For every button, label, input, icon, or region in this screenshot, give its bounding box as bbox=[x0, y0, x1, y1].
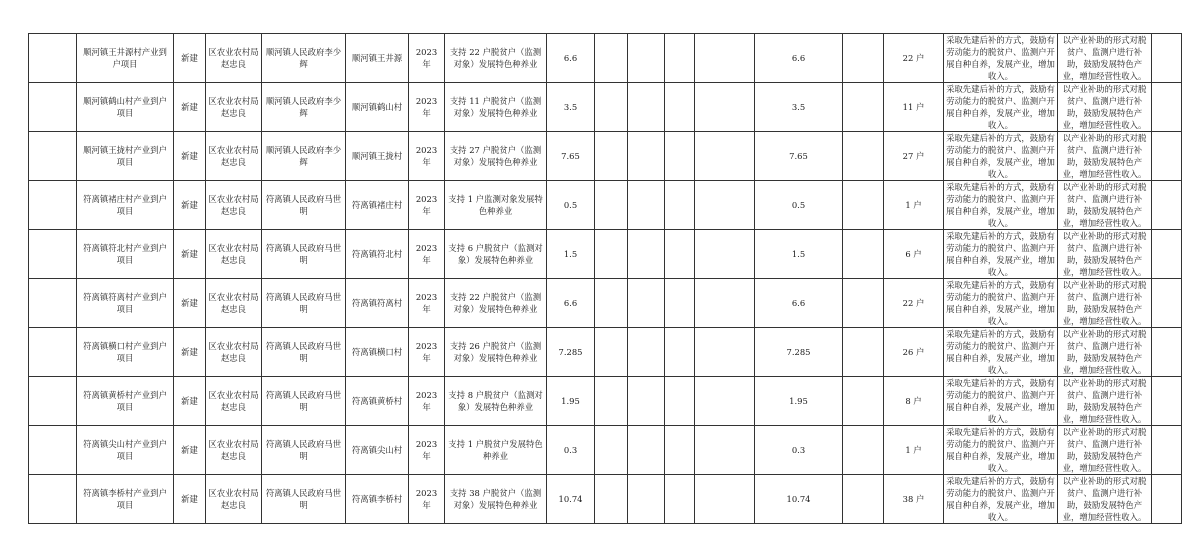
benefit-mechanism-cell: 以产业补助的形式对脱贫户、监测户进行补助，鼓励发展特色产业，增加经营性收入。 bbox=[1058, 132, 1152, 181]
blank-cell bbox=[843, 34, 884, 83]
blank-cell bbox=[843, 475, 884, 524]
village-cell: 符离镇横口村 bbox=[346, 328, 409, 377]
blank-cell bbox=[843, 181, 884, 230]
benefit-mechanism-cell: 以产业补助的形式对脱贫户、监测户进行补助，鼓励发展特色产业，增加经营性收入。 bbox=[1058, 181, 1152, 230]
blank-cell bbox=[595, 132, 628, 181]
blank-cell bbox=[1152, 475, 1182, 524]
fund-amount-cell: 1.95 bbox=[755, 377, 843, 426]
project-content-cell: 支持 22 户脱贫户（监测对象）发展特色种养业 bbox=[445, 279, 547, 328]
table-row bbox=[29, 181, 1182, 230]
implementing-government-cell: 符离镇人民政府马世明 bbox=[262, 377, 346, 426]
benefit-mechanism-cell: 以产业补助的形式对脱贫户、监测户进行补助，鼓励发展特色产业，增加经营性收入。 bbox=[1058, 328, 1152, 377]
project-content-cell: 支持 26 户脱贫户（监测对象）发展特色种养业 bbox=[445, 328, 547, 377]
village-cell: 顺河镇鹤山村 bbox=[346, 83, 409, 132]
year-cell: 2023 年 bbox=[409, 279, 445, 328]
benefiting-households-cell: 38 户 bbox=[884, 475, 944, 524]
implementing-government-cell: 符离镇人民政府马世明 bbox=[262, 230, 346, 279]
implementing-government-cell: 符离镇人民政府马世明 bbox=[262, 181, 346, 230]
blank-cell bbox=[665, 279, 695, 328]
construction-type-cell: 新建 bbox=[174, 34, 206, 83]
table-row bbox=[29, 34, 1182, 83]
project-name-cell: 顺河镇王井源村产业到户项目 bbox=[77, 34, 174, 83]
blank-cell bbox=[695, 279, 755, 328]
benefit-mechanism-cell: 以产业补助的形式对脱贫户、监测户进行补助，鼓励发展特色产业，增加经营性收入。 bbox=[1058, 34, 1152, 83]
blank-cell bbox=[595, 426, 628, 475]
table-row bbox=[29, 475, 1182, 524]
project-name-cell: 符离镇符离村产业到户项目 bbox=[77, 279, 174, 328]
project-content-cell: 支持 8 户脱贫户（监测对象）发展特色种养业 bbox=[445, 377, 547, 426]
responsible-department-cell: 区农业农村局赵忠良 bbox=[206, 475, 262, 524]
total-investment-cell: 7.65 bbox=[547, 132, 595, 181]
blank-cell bbox=[695, 132, 755, 181]
year-cell: 2023 年 bbox=[409, 475, 445, 524]
blank-cell bbox=[665, 426, 695, 475]
blank-cell bbox=[595, 377, 628, 426]
fund-amount-cell: 7.65 bbox=[755, 132, 843, 181]
village-cell: 符离镇符北村 bbox=[346, 230, 409, 279]
blank-cell bbox=[843, 132, 884, 181]
project-name-cell: 符离镇符北村产业到户项目 bbox=[77, 230, 174, 279]
responsible-department-cell: 区农业农村局赵忠良 bbox=[206, 426, 262, 475]
blank-cell bbox=[29, 377, 77, 426]
construction-type-cell: 新建 bbox=[174, 426, 206, 475]
implementation-mode-cell: 采取先建后补的方式，鼓励有劳动能力的脱贫户、监测户开展自种自养，发展产业，增加收入。 bbox=[944, 377, 1058, 426]
blank-cell bbox=[29, 230, 77, 279]
blank-cell bbox=[695, 377, 755, 426]
total-investment-cell: 0.5 bbox=[547, 181, 595, 230]
blank-cell bbox=[595, 230, 628, 279]
construction-type-cell: 新建 bbox=[174, 230, 206, 279]
implementation-mode-cell: 采取先建后补的方式，鼓励有劳动能力的脱贫户、监测户开展自种自养，发展产业，增加收入。 bbox=[944, 132, 1058, 181]
blank-cell bbox=[628, 328, 665, 377]
implementing-government-cell: 符离镇人民政府马世明 bbox=[262, 426, 346, 475]
blank-cell bbox=[843, 83, 884, 132]
village-cell: 符离镇褚庄村 bbox=[346, 181, 409, 230]
total-investment-cell: 6.6 bbox=[547, 34, 595, 83]
table-row bbox=[29, 132, 1182, 181]
implementing-government-cell: 顺河镇人民政府李少辉 bbox=[262, 83, 346, 132]
fund-amount-cell: 10.74 bbox=[755, 475, 843, 524]
responsible-department-cell: 区农业农村局赵忠良 bbox=[206, 181, 262, 230]
blank-cell bbox=[29, 328, 77, 377]
total-investment-cell: 10.74 bbox=[547, 475, 595, 524]
construction-type-cell: 新建 bbox=[174, 279, 206, 328]
year-cell: 2023 年 bbox=[409, 181, 445, 230]
blank-cell bbox=[595, 83, 628, 132]
year-cell: 2023 年 bbox=[409, 83, 445, 132]
blank-cell bbox=[1152, 181, 1182, 230]
total-investment-cell: 0.3 bbox=[547, 426, 595, 475]
blank-cell bbox=[628, 377, 665, 426]
blank-cell bbox=[665, 475, 695, 524]
blank-cell bbox=[29, 34, 77, 83]
responsible-department-cell: 区农业农村局赵忠良 bbox=[206, 132, 262, 181]
blank-cell bbox=[628, 426, 665, 475]
project-content-cell: 支持 1 户脱贫户发展特色种养业 bbox=[445, 426, 547, 475]
blank-cell bbox=[1152, 279, 1182, 328]
blank-cell bbox=[695, 426, 755, 475]
blank-cell bbox=[1152, 426, 1182, 475]
table-row bbox=[29, 230, 1182, 279]
benefiting-households-cell: 27 户 bbox=[884, 132, 944, 181]
blank-cell bbox=[628, 181, 665, 230]
year-cell: 2023 年 bbox=[409, 377, 445, 426]
implementing-government-cell: 符离镇人民政府马世明 bbox=[262, 279, 346, 328]
year-cell: 2023 年 bbox=[409, 132, 445, 181]
blank-cell bbox=[1152, 83, 1182, 132]
total-investment-cell: 6.6 bbox=[547, 279, 595, 328]
benefiting-households-cell: 6 户 bbox=[884, 230, 944, 279]
blank-cell bbox=[665, 230, 695, 279]
village-cell: 符离镇符离村 bbox=[346, 279, 409, 328]
implementing-government-cell: 符离镇人民政府马世明 bbox=[262, 475, 346, 524]
blank-cell bbox=[843, 279, 884, 328]
blank-cell bbox=[843, 377, 884, 426]
benefit-mechanism-cell: 以产业补助的形式对脱贫户、监测户进行补助，鼓励发展特色产业，增加经营性收入。 bbox=[1058, 279, 1152, 328]
table-row bbox=[29, 328, 1182, 377]
total-investment-cell: 1.95 bbox=[547, 377, 595, 426]
blank-cell bbox=[29, 426, 77, 475]
blank-cell bbox=[1152, 377, 1182, 426]
benefiting-households-cell: 8 户 bbox=[884, 377, 944, 426]
year-cell: 2023 年 bbox=[409, 426, 445, 475]
implementing-government-cell: 顺河镇人民政府李少辉 bbox=[262, 132, 346, 181]
blank-cell bbox=[29, 475, 77, 524]
table-row bbox=[29, 377, 1182, 426]
blank-cell bbox=[1152, 230, 1182, 279]
benefiting-households-cell: 22 户 bbox=[884, 279, 944, 328]
responsible-department-cell: 区农业农村局赵忠良 bbox=[206, 83, 262, 132]
responsible-department-cell: 区农业农村局赵忠良 bbox=[206, 279, 262, 328]
implementation-mode-cell: 采取先建后补的方式，鼓励有劳动能力的脱贫户、监测户开展自种自养，发展产业，增加收入。 bbox=[944, 230, 1058, 279]
blank-cell bbox=[695, 181, 755, 230]
blank-cell bbox=[843, 328, 884, 377]
blank-cell bbox=[628, 230, 665, 279]
blank-cell bbox=[628, 34, 665, 83]
fund-amount-cell: 6.6 bbox=[755, 279, 843, 328]
blank-cell bbox=[628, 83, 665, 132]
blank-cell bbox=[665, 181, 695, 230]
total-investment-cell: 1.5 bbox=[547, 230, 595, 279]
village-cell: 符离镇黄桥村 bbox=[346, 377, 409, 426]
year-cell: 2023 年 bbox=[409, 230, 445, 279]
blank-cell bbox=[695, 230, 755, 279]
implementation-mode-cell: 采取先建后补的方式，鼓励有劳动能力的脱贫户、监测户开展自种自养，发展产业，增加收入。 bbox=[944, 83, 1058, 132]
blank-cell bbox=[595, 181, 628, 230]
year-cell: 2023 年 bbox=[409, 328, 445, 377]
benefit-mechanism-cell: 以产业补助的形式对脱贫户、监测户进行补助，鼓励发展特色产业，增加经营性收入。 bbox=[1058, 426, 1152, 475]
construction-type-cell: 新建 bbox=[174, 377, 206, 426]
project-content-cell: 支持 38 户脱贫户（监测对象）发展特色种养业 bbox=[445, 475, 547, 524]
blank-cell bbox=[29, 181, 77, 230]
benefit-mechanism-cell: 以产业补助的形式对脱贫户、监测户进行补助，鼓励发展特色产业，增加经营性收入。 bbox=[1058, 230, 1152, 279]
blank-cell bbox=[695, 34, 755, 83]
project-name-cell: 顺河镇鹤山村产业到户项目 bbox=[77, 83, 174, 132]
total-investment-cell: 3.5 bbox=[547, 83, 595, 132]
blank-cell bbox=[1152, 132, 1182, 181]
benefit-mechanism-cell: 以产业补助的形式对脱贫户、监测户进行补助，鼓励发展特色产业，增加经营性收入。 bbox=[1058, 83, 1152, 132]
project-content-cell: 支持 6 户脱贫户（监测对象）发展特色种养业 bbox=[445, 230, 547, 279]
project-name-cell: 符离镇横口村产业到户项目 bbox=[77, 328, 174, 377]
table-row bbox=[29, 279, 1182, 328]
table-row bbox=[29, 83, 1182, 132]
responsible-department-cell: 区农业农村局赵忠良 bbox=[206, 230, 262, 279]
village-cell: 顺河镇王拢村 bbox=[346, 132, 409, 181]
implementation-mode-cell: 采取先建后补的方式，鼓励有劳动能力的脱贫户、监测户开展自种自养，发展产业，增加收入。 bbox=[944, 328, 1058, 377]
table-row bbox=[29, 426, 1182, 475]
construction-type-cell: 新建 bbox=[174, 132, 206, 181]
blank-cell bbox=[665, 328, 695, 377]
benefit-mechanism-cell: 以产业补助的形式对脱贫户、监测户进行补助，鼓励发展特色产业，增加经营性收入。 bbox=[1058, 377, 1152, 426]
project-name-cell: 符离镇李桥村产业到户项目 bbox=[77, 475, 174, 524]
benefiting-households-cell: 1 户 bbox=[884, 181, 944, 230]
responsible-department-cell: 区农业农村局赵忠良 bbox=[206, 34, 262, 83]
implementation-mode-cell: 采取先建后补的方式，鼓励有劳动能力的脱贫户、监测户开展自种自养，发展产业，增加收入。 bbox=[944, 34, 1058, 83]
blank-cell bbox=[595, 475, 628, 524]
implementing-government-cell: 顺河镇人民政府李少辉 bbox=[262, 34, 346, 83]
construction-type-cell: 新建 bbox=[174, 328, 206, 377]
project-table bbox=[28, 33, 1182, 524]
implementation-mode-cell: 采取先建后补的方式，鼓励有劳动能力的脱贫户、监测户开展自种自养，发展产业，增加收入。 bbox=[944, 475, 1058, 524]
construction-type-cell: 新建 bbox=[174, 475, 206, 524]
benefiting-households-cell: 11 户 bbox=[884, 83, 944, 132]
blank-cell bbox=[1152, 34, 1182, 83]
project-name-cell: 符离镇黄桥村产业到户项目 bbox=[77, 377, 174, 426]
blank-cell bbox=[843, 426, 884, 475]
blank-cell bbox=[665, 377, 695, 426]
village-cell: 符离镇尖山村 bbox=[346, 426, 409, 475]
blank-cell bbox=[628, 279, 665, 328]
blank-cell bbox=[665, 34, 695, 83]
blank-cell bbox=[665, 83, 695, 132]
project-table-sheet bbox=[28, 33, 1147, 522]
benefiting-households-cell: 26 户 bbox=[884, 328, 944, 377]
village-cell: 顺河镇王井源 bbox=[346, 34, 409, 83]
project-content-cell: 支持 22 户脱贫户（监测对象）发展特色种养业 bbox=[445, 34, 547, 83]
fund-amount-cell: 0.3 bbox=[755, 426, 843, 475]
project-content-cell: 支持 11 户脱贫户（监测对象）发展特色种养业 bbox=[445, 83, 547, 132]
blank-cell bbox=[595, 279, 628, 328]
blank-cell bbox=[628, 475, 665, 524]
blank-cell bbox=[29, 83, 77, 132]
blank-cell bbox=[695, 328, 755, 377]
project-name-cell: 符离镇尖山村产业到户项目 bbox=[77, 426, 174, 475]
project-name-cell: 顺河镇王拢村产业到户项目 bbox=[77, 132, 174, 181]
construction-type-cell: 新建 bbox=[174, 181, 206, 230]
responsible-department-cell: 区农业农村局赵忠良 bbox=[206, 377, 262, 426]
construction-type-cell: 新建 bbox=[174, 83, 206, 132]
table-body bbox=[29, 34, 1182, 524]
implementing-government-cell: 符离镇人民政府马世明 bbox=[262, 328, 346, 377]
implementation-mode-cell: 采取先建后补的方式，鼓励有劳动能力的脱贫户、监测户开展自种自养，发展产业，增加收入。 bbox=[944, 426, 1058, 475]
fund-amount-cell: 3.5 bbox=[755, 83, 843, 132]
fund-amount-cell: 1.5 bbox=[755, 230, 843, 279]
year-cell: 2023 年 bbox=[409, 34, 445, 83]
project-content-cell: 支持 27 户脱贫户（监测对象）发展特色种养业 bbox=[445, 132, 547, 181]
fund-amount-cell: 6.6 bbox=[755, 34, 843, 83]
blank-cell bbox=[843, 230, 884, 279]
blank-cell bbox=[665, 132, 695, 181]
village-cell: 符离镇李桥村 bbox=[346, 475, 409, 524]
implementation-mode-cell: 采取先建后补的方式，鼓励有劳动能力的脱贫户、监测户开展自种自养，发展产业，增加收入。 bbox=[944, 279, 1058, 328]
blank-cell bbox=[1152, 328, 1182, 377]
benefiting-households-cell: 1 户 bbox=[884, 426, 944, 475]
blank-cell bbox=[695, 83, 755, 132]
fund-amount-cell: 0.5 bbox=[755, 181, 843, 230]
blank-cell bbox=[595, 328, 628, 377]
benefiting-households-cell: 22 户 bbox=[884, 34, 944, 83]
total-investment-cell: 7.285 bbox=[547, 328, 595, 377]
implementation-mode-cell: 采取先建后补的方式，鼓励有劳动能力的脱贫户、监测户开展自种自养，发展产业，增加收入。 bbox=[944, 181, 1058, 230]
responsible-department-cell: 区农业农村局赵忠良 bbox=[206, 328, 262, 377]
blank-cell bbox=[595, 34, 628, 83]
benefit-mechanism-cell: 以产业补助的形式对脱贫户、监测户进行补助，鼓励发展特色产业，增加经营性收入。 bbox=[1058, 475, 1152, 524]
project-name-cell: 符离镇褚庄村产业到户项目 bbox=[77, 181, 174, 230]
project-content-cell: 支持 1 户监测对象发展特色种养业 bbox=[445, 181, 547, 230]
fund-amount-cell: 7.285 bbox=[755, 328, 843, 377]
blank-cell bbox=[695, 475, 755, 524]
blank-cell bbox=[628, 132, 665, 181]
blank-cell bbox=[29, 132, 77, 181]
blank-cell bbox=[29, 279, 77, 328]
